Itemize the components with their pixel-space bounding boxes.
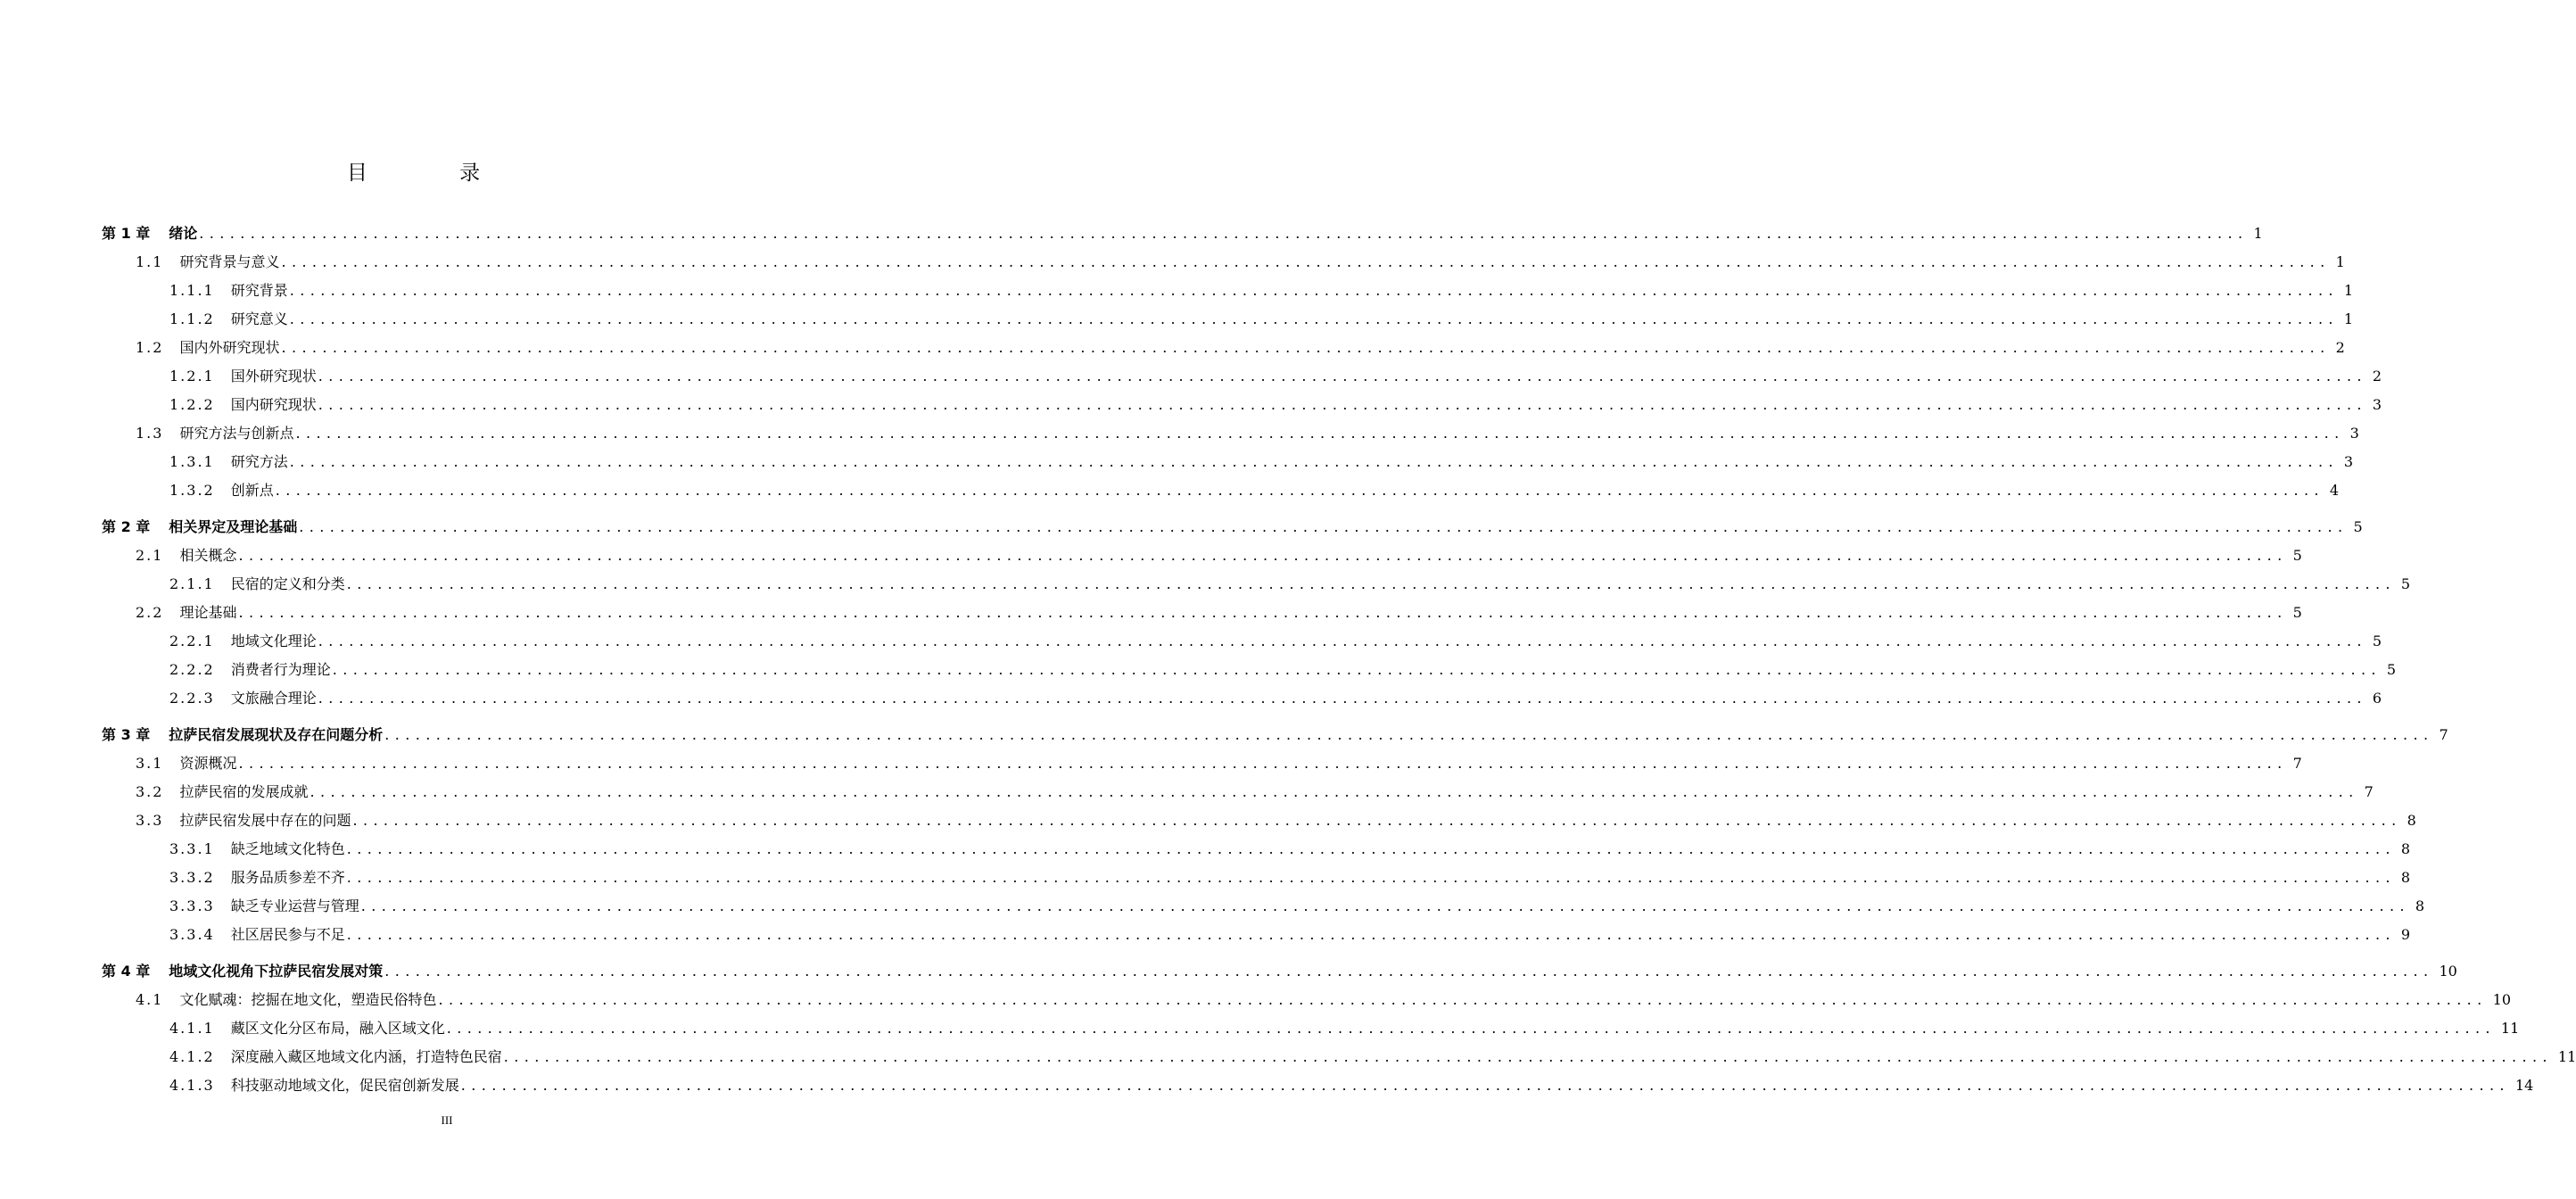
toc-section-entry[interactable] (0, 598, 2302, 626)
toc-entry-page-number: 1 (2343, 282, 2354, 299)
toc-subsection-entry[interactable] (0, 1071, 2534, 1099)
toc-entry-number: 1.3 (136, 425, 164, 442)
toc-subsection-entry[interactable] (0, 920, 2411, 948)
toc-leader-dots: ........................................................................................................................................................................................................ (299, 518, 2349, 535)
toc-subsection-entry[interactable] (0, 626, 2382, 655)
toc-entry-page-number: 7 (2439, 726, 2448, 743)
toc-leader-dots: ........................................................................................................................................................................................................ (238, 604, 2288, 621)
toc-entry-page-number: 7 (2292, 755, 2302, 772)
toc-section-entry[interactable] (0, 247, 2345, 276)
toc-leader-dots: ........................................................................................................................................................................................................ (346, 575, 2396, 592)
table-of-contents (0, 218, 2576, 1099)
toc-entry-page-number: 10 (2439, 963, 2457, 980)
toc-entry-page-number: 5 (2292, 547, 2302, 564)
toc-leader-dots: ........................................................................................................................................................................................................ (446, 1020, 2496, 1037)
toc-subsection-entry[interactable] (0, 304, 2354, 333)
toc-leader-dots: ........................................................................................................................................................................................................ (332, 661, 2382, 678)
toc-entry-number: 2.1 (136, 547, 164, 564)
toc-leader-dots: ........................................................................................................................................................................................................ (289, 310, 2339, 327)
toc-entry-number: 1.2.1 (169, 368, 215, 385)
toc-entry-number: 3.3 (136, 812, 164, 829)
toc-entry-page-number: 11 (2557, 1048, 2576, 1065)
toc-entry-number: 3.3.3 (169, 897, 215, 914)
toc-entry-title: 拉萨民宿发展现状及存在问题分析 (169, 726, 384, 743)
toc-leader-dots: ........................................................................................................................................................................................................ (281, 253, 2331, 270)
toc-leader-dots: ........................................................................................................................................................................................................ (310, 783, 2359, 800)
toc-entry-page-number: 7 (2364, 783, 2374, 800)
toc-leader-dots: ........................................................................................................................................................................................................ (238, 755, 2288, 772)
toc-chapter-entry[interactable] (0, 712, 2448, 748)
toc-entry-page-number: 3 (2343, 453, 2354, 470)
toc-entry-number: 2.2.3 (169, 690, 215, 707)
toc-entry-number: 第 2 章 (102, 518, 151, 535)
toc-subsection-entry[interactable] (0, 569, 2411, 598)
toc-entry-page-number: 5 (2386, 661, 2397, 678)
toc-leader-dots: ........................................................................................................................................................................................................ (281, 339, 2331, 356)
toc-entry-number: 3.3.4 (169, 926, 215, 943)
toc-entry-number: 4.1.2 (169, 1048, 215, 1065)
toc-leader-dots: ........................................................................................................................................................................................................ (289, 453, 2339, 470)
toc-section-entry[interactable] (0, 333, 2345, 361)
toc-entry-title: 研究背景 (230, 282, 288, 299)
toc-entry-title: 国外研究现状 (230, 368, 317, 385)
toc-entry-title: 社区居民参与不足 (230, 926, 345, 943)
toc-entry-number: 3.3.1 (169, 840, 215, 857)
toc-chapter-entry[interactable] (0, 504, 2363, 541)
toc-entry-page-number: 8 (2400, 869, 2411, 886)
toc-entry-page-number: 1 (2343, 310, 2354, 327)
toc-entry-page-number: 10 (2492, 991, 2512, 1008)
toc-entry-page-number: 3 (2372, 396, 2382, 413)
toc-section-entry[interactable] (0, 985, 2512, 1013)
toc-leader-dots: ........................................................................................................................................................................................................ (318, 396, 2367, 413)
toc-entry-number: 1.1.2 (169, 310, 215, 327)
toc-entry-number: 2.1.1 (169, 575, 215, 592)
toc-entry-number: 3.2 (136, 783, 164, 800)
toc-section-entry[interactable] (0, 418, 2359, 447)
toc-leader-dots: ........................................................................................................................................................................................................ (346, 926, 2396, 943)
toc-entry-number: 1.2.2 (169, 396, 215, 413)
toc-subsection-entry[interactable] (0, 655, 2397, 683)
toc-section-entry[interactable] (0, 777, 2374, 806)
toc-leader-dots: ........................................................................................................................................................................................................ (238, 547, 2288, 564)
toc-entry-title: 民宿的定义和分类 (230, 575, 345, 592)
toc-entry-number: 2.2 (136, 604, 164, 621)
toc-entry-title: 创新点 (230, 482, 274, 499)
toc-entry-title: 国内外研究现状 (179, 339, 280, 356)
toc-subsection-entry[interactable] (0, 1042, 2576, 1071)
toc-leader-dots: ........................................................................................................................................................................................................ (460, 1077, 2510, 1094)
toc-leader-dots: ........................................................................................................................................................................................................ (352, 812, 2402, 829)
toc-entry-page-number: 2 (2335, 339, 2345, 356)
toc-entry-number: 1.2 (136, 339, 164, 356)
toc-entry-title: 服务品质参差不齐 (230, 869, 345, 886)
toc-entry-number: 第 4 章 (102, 963, 151, 980)
toc-entry-title: 地域文化视角下拉萨民宿发展对策 (169, 963, 384, 980)
toc-leader-dots: ........................................................................................................................................................................................................ (503, 1048, 2553, 1065)
toc-subsection-entry[interactable] (0, 276, 2354, 304)
toc-entry-page-number: 8 (2407, 812, 2416, 829)
toc-entry-number: 4.1.1 (169, 1020, 215, 1037)
toc-entry-title: 拉萨民宿发展中存在的问题 (179, 812, 351, 829)
toc-section-entry[interactable] (0, 541, 2302, 569)
toc-entry-number: 2.2.2 (169, 661, 215, 678)
toc-chapter-entry[interactable] (0, 218, 2263, 247)
toc-entry-title: 文化赋魂：挖掘在地文化，塑造民俗特色 (179, 991, 437, 1008)
toc-entry-title: 相关概念 (179, 547, 237, 564)
toc-subsection-entry[interactable] (0, 390, 2382, 418)
toc-entry-number: 1.1.1 (169, 282, 215, 299)
toc-entry-number: 1.3.1 (169, 453, 215, 470)
toc-entry-page-number: 14 (2514, 1077, 2534, 1094)
toc-entry-title: 缺乏专业运营与管理 (230, 897, 359, 914)
toc-leader-dots: ........................................................................................................................................................................................................ (275, 482, 2324, 499)
toc-entry-page-number: 4 (2329, 482, 2340, 499)
toc-entry-title: 研究意义 (230, 310, 288, 327)
toc-subsection-entry[interactable] (0, 447, 2354, 475)
toc-leader-dots: ........................................................................................................................................................................................................ (438, 991, 2488, 1008)
toc-leader-dots: ........................................................................................................................................................................................................ (346, 869, 2396, 886)
toc-entry-title: 深度融入藏区地域文化内涵，打造特色民宿 (230, 1048, 502, 1065)
toc-entry-number: 2.2.1 (169, 633, 215, 649)
toc-leader-dots: ........................................................................................................................................................................................................ (318, 633, 2367, 649)
toc-leader-dots: ........................................................................................................................................................................................................ (295, 425, 2345, 442)
toc-entry-number: 4.1 (136, 991, 164, 1008)
toc-entry-title: 研究方法 (230, 453, 288, 470)
page-title: 目 录 (346, 161, 524, 185)
toc-entry-title: 拉萨民宿的发展成就 (179, 783, 309, 800)
toc-entry-page-number: 9 (2400, 926, 2411, 943)
toc-entry-page-number: 8 (2415, 897, 2425, 914)
toc-entry-page-number: 5 (2292, 604, 2302, 621)
toc-entry-number: 3.3.2 (169, 869, 215, 886)
toc-entry-page-number: 6 (2372, 690, 2382, 707)
toc-entry-page-number: 2 (2372, 368, 2382, 385)
toc-entry-title: 研究背景与意义 (179, 253, 280, 270)
toc-entry-number: 第 3 章 (102, 726, 151, 743)
toc-leader-dots: ........................................................................................................................................................................................................ (360, 897, 2410, 914)
toc-leader-dots: ........................................................................................................................................................................................................ (199, 225, 2249, 242)
toc-section-entry[interactable] (0, 806, 2416, 834)
toc-leader-dots: ........................................................................................................................................................................................................ (318, 690, 2367, 707)
toc-entry-title: 理论基础 (179, 604, 237, 621)
toc-subsection-entry[interactable] (0, 1013, 2520, 1042)
toc-entry-number: 1.3.2 (169, 482, 215, 499)
toc-entry-page-number: 1 (2335, 253, 2345, 270)
toc-entry-title: 科技驱动地域文化，促民宿创新发展 (230, 1077, 459, 1094)
toc-subsection-entry[interactable] (0, 475, 2340, 504)
toc-entry-page-number: 8 (2400, 840, 2411, 857)
toc-entry-number: 1.1 (136, 253, 164, 270)
toc-leader-dots: ........................................................................................................................................................................................................ (384, 963, 2434, 980)
toc-subsection-entry[interactable] (0, 834, 2411, 863)
toc-entry-title: 资源概况 (179, 755, 237, 772)
toc-entry-page-number: 5 (2372, 633, 2382, 649)
toc-entry-number: 3.1 (136, 755, 164, 772)
toc-entry-page-number: 11 (2500, 1020, 2520, 1037)
toc-entry-title: 研究方法与创新点 (179, 425, 294, 442)
toc-entry-title: 地域文化理论 (230, 633, 317, 649)
toc-leader-dots: ........................................................................................................................................................................................................ (318, 368, 2367, 385)
toc-entry-title: 相关界定及理论基础 (169, 518, 298, 535)
toc-entry-page-number: 5 (2400, 575, 2411, 592)
toc-entry-title: 绪论 (169, 225, 198, 242)
toc-entry-title: 藏区文化分区布局，融入区域文化 (230, 1020, 445, 1037)
toc-leader-dots: ........................................................................................................................................................................................................ (384, 726, 2434, 743)
toc-entry-title: 国内研究现状 (230, 396, 317, 413)
toc-entry-title: 缺乏地域文化特色 (230, 840, 345, 857)
toc-subsection-entry[interactable] (0, 683, 2382, 712)
toc-subsection-entry[interactable] (0, 891, 2425, 920)
toc-entry-page-number: 5 (2353, 518, 2363, 535)
toc-entry-title: 文旅融合理论 (230, 690, 317, 707)
toc-entry-page-number: 1 (2253, 225, 2263, 242)
toc-leader-dots: ........................................................................................................................................................................................................ (289, 282, 2339, 299)
toc-chapter-entry[interactable] (0, 948, 2457, 985)
toc-entry-number: 第 1 章 (102, 225, 151, 242)
toc-entry-title: 消费者行为理论 (230, 661, 331, 678)
toc-section-entry[interactable] (0, 748, 2302, 777)
page-footer-number: III (441, 1113, 453, 1127)
toc-leader-dots: ........................................................................................................................................................................................................ (346, 840, 2396, 857)
toc-subsection-entry[interactable] (0, 361, 2382, 390)
toc-subsection-entry[interactable] (0, 863, 2411, 891)
toc-entry-page-number: 3 (2349, 425, 2359, 442)
toc-entry-number: 4.1.3 (169, 1077, 215, 1094)
